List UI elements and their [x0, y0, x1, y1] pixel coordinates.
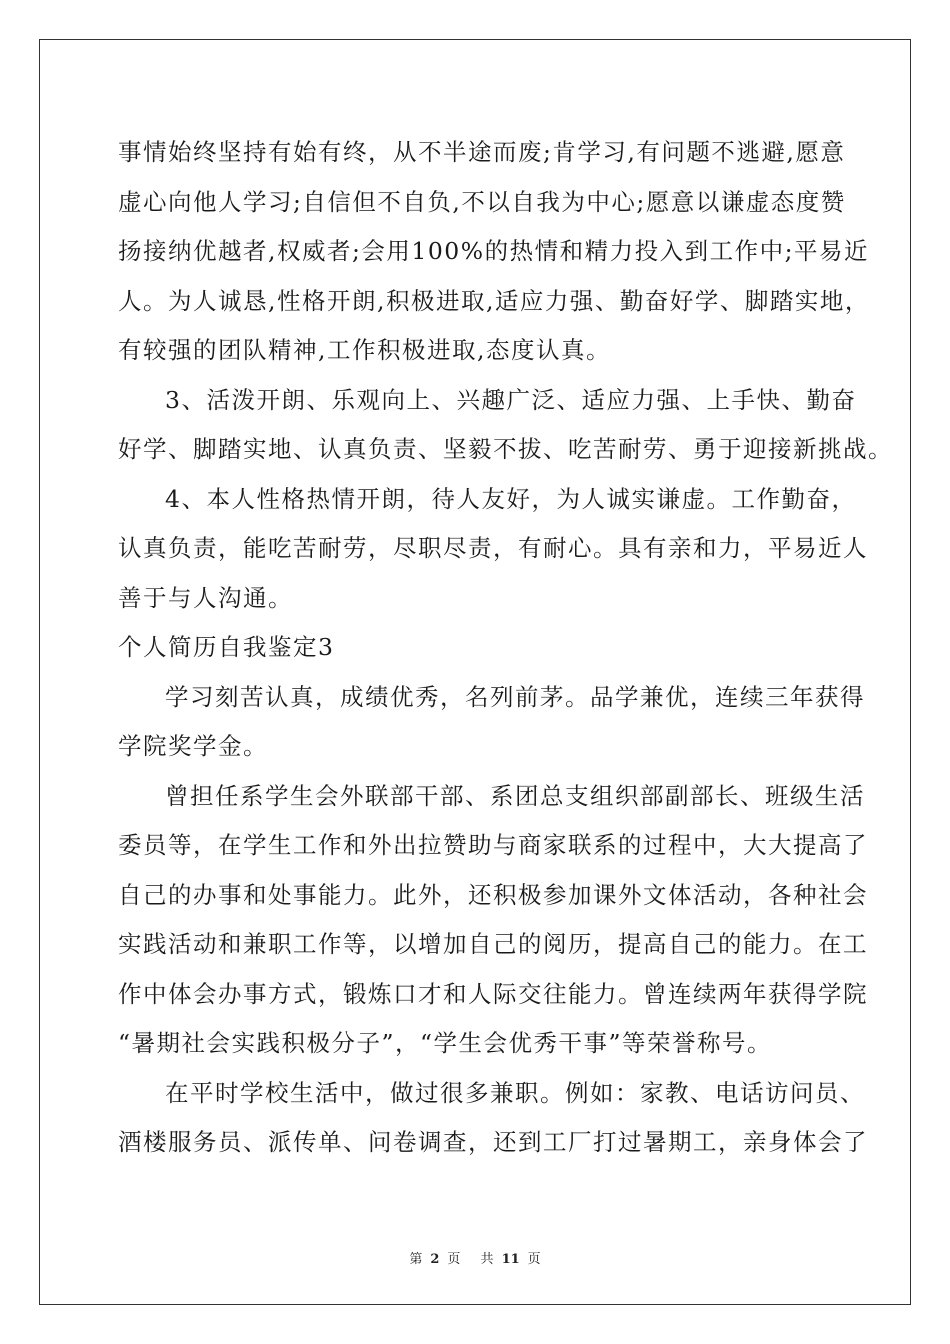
text-line: 作中体会办事方式，锻炼口才和人际交往能力。曾连续两年获得学院	[118, 979, 868, 1008]
text-line: 曾担任系学生会外联部干部、系团总支组织部副部长、班级生活	[165, 781, 865, 810]
text-line: 有较强的团队精神,工作积极进取,态度认真。	[118, 336, 611, 364]
text-line: “暑期社会实践积极分子”，“学生会优秀干事”等荣誉称号。	[118, 1029, 773, 1057]
text-line: 扬接纳优越者,权威者;会用100%的热情和精力投入到工作中;平易近	[118, 237, 869, 265]
text-line: 3、活泼开朗、乐观向上、兴趣广泛、适应力强、上手快、勤奋	[165, 385, 857, 414]
text-line: 4、本人性格热情开朗，待人友好，为人诚实谦虚。工作勤奋，	[165, 484, 857, 513]
document-body	[118, 128, 893, 1168]
text-line: 虚心向他人学习;自信但不自负,不以自我为中心;愿意以谦虚态度赞	[118, 187, 846, 216]
text-line: 委员等，在学生工作和外出拉赞助与商家联系的过程中，大大提高了	[118, 831, 868, 859]
text-line: 人。为人诚恳,性格开朗,积极进取,适应力强、勤奋好学、脚踏实地，	[118, 286, 870, 315]
text-line: 学院奖学金。	[118, 732, 268, 760]
text-line: 自己的办事和处事能力。此外，还积极参加课外文体活动，各种社会	[118, 880, 868, 909]
text-line: 个人简历自我鉴定3	[118, 633, 335, 661]
text-line: 在平时学校生活中，做过很多兼职。例如：家教、电话访问员、	[165, 1078, 865, 1107]
current-page-label: 第 2 页	[409, 1252, 461, 1267]
text-line: 善于与人沟通。	[118, 583, 293, 612]
text-line: 事情始终坚持有始有终，从不半途而废;肯学习,有问题不逃避,愿意	[118, 138, 846, 166]
text-line: 酒楼服务员、派传单、问卷调查，还到工厂打过暑期工，亲身体会了	[118, 1128, 868, 1156]
text-line: 认真负责，能吃苦耐劳，尽职尽责，有耐心。具有亲和力，平易近人	[118, 534, 868, 562]
page-footer	[0, 1248, 950, 1267]
text-line: 实践活动和兼职工作等，以增加自己的阅历，提高自己的能力。在工	[118, 930, 868, 958]
total-pages-label: 共 11 页	[480, 1252, 541, 1267]
text-line: 学习刻苦认真，成绩优秀，名列前茅。品学兼优，连续三年获得	[165, 682, 865, 711]
text-line: 好学、脚踏实地、认真负责、坚毅不拔、吃苦耐劳、勇于迎接新挑战。	[118, 435, 893, 463]
